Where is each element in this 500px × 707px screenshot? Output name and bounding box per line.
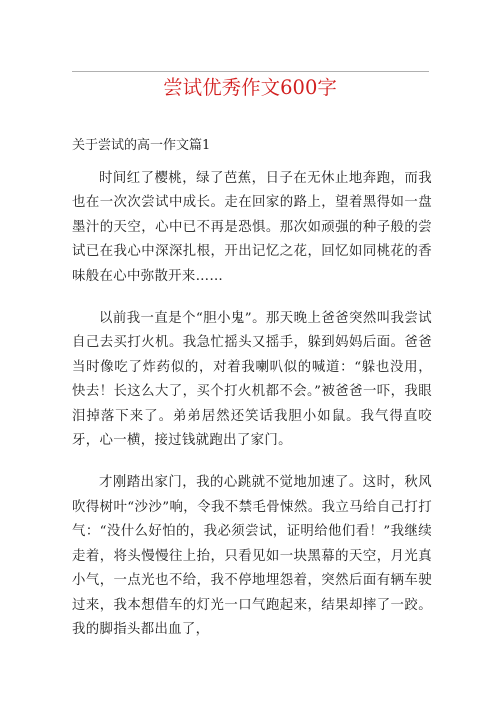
header-divider bbox=[72, 71, 429, 72]
section-heading: 关于尝试的高一作文篇1 bbox=[72, 138, 211, 153]
page-title: 尝试优秀作文600字 bbox=[163, 76, 337, 99]
paragraph-1: 时间红了樱桃，绿了芭蕉，日子在无休止地奔跑，而我也在一次次尝试中成长。走在回家的路上，望着黑得如一盘墨汁的天空，心中已不再是恐惧。那次如顽强的种子般的尝试已在我心中深深扎根，开出记忆之花，回忆如同桃花的香味般在心中弥散开来…… bbox=[72, 171, 432, 284]
paragraph-2: 以前我一直是个“胆小鬼”。那天晚上爸爸突然叫我尝试自己去买打火机。我急忙摇头又摇手，躲到妈妈后面。爸爸当时像吃了炸药似的，对着我喇叭似的喊道：“躲也没用，快去！长这么大了，买个打火机都不会。”被爸爸一吓，我眼泪掉落下来了。弟弟居然还笑话我胆小如鼠。我气得直咬牙，心一横，接过钱就跑出了家门。 bbox=[72, 311, 432, 449]
paragraph-3: 才刚踏出家门，我的心跳就不觉地加速了。这时，秋风吹得树叶“沙沙”响，令我不禁毛骨悚然。我立马给自己打打气：“没什么好怕的，我必须尝试，证明给他们看！”我继续走着，将头慢慢往上抬，只看见如一块黑幕的天空，月光真小气，一点光也不给，我不停地埋怨着，突然后面有辆车驶过来，我本想借车的灯光一口气跑起来，结果却摔了一跤。我的脚指头都出血了， bbox=[72, 475, 432, 637]
document-body bbox=[72, 136, 432, 660]
